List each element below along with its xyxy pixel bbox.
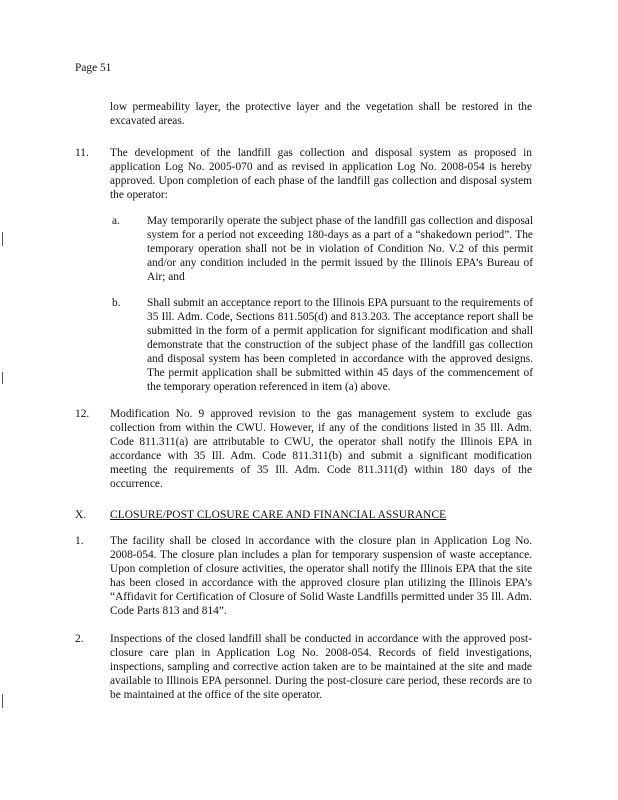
section-number: X.	[75, 509, 87, 521]
item-11-number: 11.	[75, 147, 89, 159]
section-item-1-number: 1.	[75, 535, 84, 547]
continuation-paragraph: low permeability layer, the protective layer and the vegetation shall be restored in the excavated areas.	[110, 101, 532, 127]
section-item-2-text: Inspections of the closed landfill shall be conducted in accordance with the approved post-closure care plan in Application Log No. 2008-054. Records of field investigations, inspections, sampling and corrective action taken are to be maintained at the site and made available to Illinois EPA personnel. During the post-closure care period, these records are to be maintained at the office of the site operator.	[110, 633, 532, 701]
section-item-1-text: The facility shall be closed in accordance with the closure plan in Application Log No. 2008-054. The closure plan includes a plan for temporary suspension of waste acceptance. Upon completion of closure activities, the operator shall notify the Illinois EPA that the site has been closed in accordance with the approved closure plan utilizing the Illinois EPA’s “Affidavit for Certification of Closure of Solid Waste Landfills permitted under 35 Ill. Adm. Code Parts 813 and 814”.	[110, 535, 532, 617]
section-item-2-number: 2.	[75, 633, 84, 645]
scan-margin-mark	[2, 694, 3, 708]
section-title: CLOSURE/POST CLOSURE CARE AND FINANCIAL ASSURANCE	[110, 509, 447, 521]
item-11-a-label: a.	[112, 215, 120, 227]
item-12-text: Modification No. 9 approved revision to the gas management system to exclude gas collection from within the CWU. However, if any of the conditions listed in 35 Ill. Adm. Code 811.311(a) are attributable to CWU, the operator shall notify the Illinois EPA in accordance with 35 Ill. Adm. Code 811.311(b) and submit a significant modification meeting the requirements of 35 Ill. Adm. Code 811.311(d) within 180 days of the occurrence.	[110, 408, 532, 490]
item-11-a-text: May temporarily operate the subject phase of the landfill gas collection and disposal system for a period not exceeding 180-days as a part of a “shakedown period”. The temporary operation shall not be in violation of Condition No. V.2 of this permit and/or any condition included in the permit issued by the Illinois EPA’s Bureau of Air; and	[147, 215, 533, 283]
item-11-b-text: Shall submit an acceptance report to the Illinois EPA pursuant to the requirements of 35 Ill. Adm. Code, Sections 811.505(d) and 813.203. The acceptance report shall be submitted in the form of a permit application for significant modification and shall demonstrate that the construction of the subject phase of the landfill gas collection and disposal system has been completed in accordance with the approved designs. The permit application shall be submitted within 45 days of the commencement of the temporary operation referenced in item (a) above.	[147, 297, 533, 393]
scan-margin-mark	[2, 372, 3, 384]
scan-margin-mark	[2, 232, 3, 246]
item-11-b-label: b.	[112, 297, 121, 309]
page-number: Page 51	[75, 62, 112, 74]
item-12-number: 12.	[75, 408, 90, 420]
item-11-text: The development of the landfill gas collection and disposal system as proposed in application Log No. 2005-070 and as revised in application Log No. 2008-054 is hereby approved. Upon completion of each phase of the landfill gas collection and disposal system the operator:	[110, 147, 532, 201]
